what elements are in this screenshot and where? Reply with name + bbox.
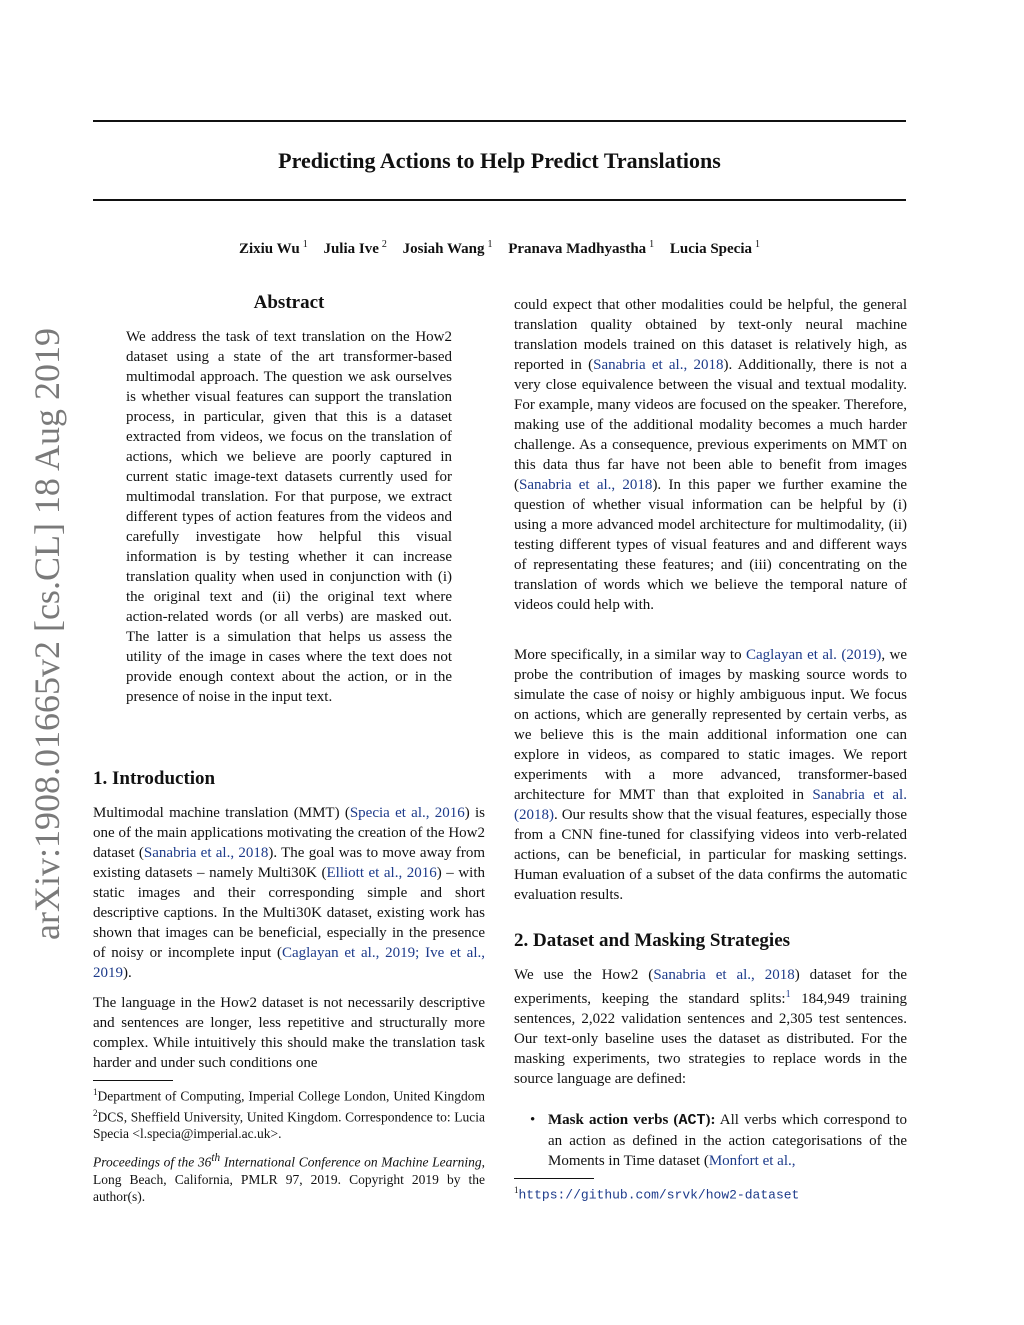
citation-link[interactable]: Sanabria et al., 2018: [519, 477, 653, 493]
citation-link[interactable]: Sanabria et al., 2018: [593, 357, 724, 373]
dataset-paragraph: We use the How2 (Sanabria et al., 2018) dataset for the experiments, keeping the standard splits:$^1$ 184,949 training sentences, 2,022 validation sentences and 2,305 test sentences. Our text-only baseline uses the dataset as distributed. For the masking experiments, two strategies to replace words in the source language are defined:: [514, 967, 908, 1087]
section-heading-introduction: 1. Introduction: [93, 768, 216, 789]
abstract-heading: Abstract: [253, 292, 325, 313]
intro-paragraph-3: could expect that other modalities could be helpful, the general translation quality obtained by text-only neural machine translation models trained on this dataset is relatively high, as reported in (Sanabria et al., 2018). Additionally, there is not a very close equivalence between the visual and textual modality. For example, many videos are focused on the speaker. Therefore, making use of the additional modality becomes a much harder challenge. As a consequence, previous experiments on MMT on this data thus far have not been able to benefit from images (Sanabria et al., 2018). In this paper we further examine the question of whether visual information can be helpful by (i) using a more advanced model architecture for multimodality, (ii) testing different types of visual features and and different ways of representating these features; and (iii) concentrating on the translation of words which we believe the temporal nature of videos could help with.: [514, 297, 907, 613]
list-item: • Mask action verbs (ACT): All verbs which correspond to an action as defined in the action categorisations of the Moments in Time dataset (Monfort et al.,: [530, 1112, 907, 1169]
intro-paragraph-2: The language in the How2 dataset is not necessarily descriptive and sentences are longer, less repetitive and structurally more complex. While intuitively this should make the translation task harder and under such conditions one: [93, 995, 485, 1071]
abstract-text: We address the task of text translation on the How2 dataset using a state of the art transformer-based multimodal approach. The question we ask ourselves is whether visual features can support the translation process, in particular, given that this is a dataset extracted from videos, we focus on the translation of actions, which we believe are poorly captured in current static image-text datasets currently used for multimodal translation. For that purpose, we extract different types of action features from the videos and carefully investigate how helpful this visual information is by testing whether it can increase translation quality when used in conjunction with (i) the original text and (ii) the original text where action-related words (or all verbs) are masked out. The latter is a simulation that helps us assess the utility of the image in cases where the text does not provide enough context about the action, or in the presence of noise in the input text.: [126, 329, 452, 705]
dataset-url-footnote: $^1$https://github.com/srvk/how2-dataset: [514, 1185, 800, 1203]
author: Lucia Specia $^1$: [669, 239, 761, 257]
citation-link[interactable]: Caglayan et al. (2019): [746, 647, 882, 663]
citation-link[interactable]: Sanabria et al. (2018): [514, 787, 907, 823]
author: Zixiu Wu $^1$: [238, 239, 308, 257]
intro-paragraph-4: More specifically, in a similar way to Caglayan et al. (2019), we probe the contribution of images by masking source words to simulate the case of noisy or highly ambiguous input. We focus on actions, which are generally represented by certain verbs, as we believe this is the main additional information one can explore in videos, as compared to static images. We report experiments with a more advanced, transformer-based architecture for MMT than that exploited in Sanabria et al. (2018). Our results show that the visual features, especially those from a CNN fine-tuned for classifying videos into verb-related actions, can be beneficial, in particular for masking settings. Human evaluation of a subset of the data confirms the automatic evaluation results.: [514, 647, 907, 903]
masking-strategy-list: [530, 1110, 907, 1171]
citation-link[interactable]: Specia et al., 2016: [349, 805, 465, 821]
affiliation-footnote: $^1$Department of Computing, Imperial College London, United Kingdom $^2$DCS, Sheffield University, United Kingdom. Correspondence to: Lucia Specia <l.specia@imperial.ac.uk>.: [93, 1087, 485, 1141]
paper-title: Predicting Actions to Help Predict Translations: [278, 148, 721, 173]
bullet-icon: •: [530, 1112, 536, 1128]
footnote-rule: [93, 1080, 173, 1081]
section-heading-dataset: 2. Dataset and Masking Strategies: [514, 930, 791, 951]
footnote-rule: [514, 1178, 594, 1179]
title-top-rule: [93, 120, 906, 122]
citation-link[interactable]: Caglayan et al., 2019; Ive et al., 2019: [93, 945, 485, 981]
citation-link[interactable]: Elliott et al., 2016: [326, 865, 437, 881]
citation-link[interactable]: Sanabria et al., 2018: [143, 845, 269, 861]
citation-link[interactable]: Sanabria et al., 2018: [653, 967, 795, 983]
citation-link[interactable]: Monfort et al.,: [708, 1153, 796, 1169]
footnote-marker[interactable]: 1: [785, 989, 791, 1000]
proceedings-note: Proceedings of the 36th International Conference on Machine Learning, Long Beach, California, PMLR 97, 2019. Copyright 2019 by the author(s).: [93, 1152, 485, 1204]
dataset-url-link[interactable]: https://github.com/srvk/how2-dataset: [518, 1187, 800, 1203]
author: Pranava Madhyastha $^1$: [508, 239, 655, 257]
author-list: [93, 234, 906, 260]
title-bottom-rule: [93, 199, 906, 201]
author: Josiah Wang $^1$: [402, 239, 493, 257]
author: Julia Ive $^2$: [323, 239, 387, 257]
arxiv-stamp: arXiv:1908.01665v2 [cs.CL] 18 Aug 2019: [27, 328, 67, 940]
intro-paragraph-1: Multimodal machine translation (MMT) (Specia et al., 2016) is one of the main applications motivating the creation of the How2 dataset (Sanabria et al., 2018). The goal was to move away from existing datasets – namely Multi30K (Elliott et al., 2016) – with static images and their corresponding simple and short descriptive captions. In the Multi30K dataset, existing work has shown that images can be beneficial, especially in the presence of noisy or incomplete input (Caglayan et al., 2019; Ive et al., 2019).: [93, 805, 486, 981]
